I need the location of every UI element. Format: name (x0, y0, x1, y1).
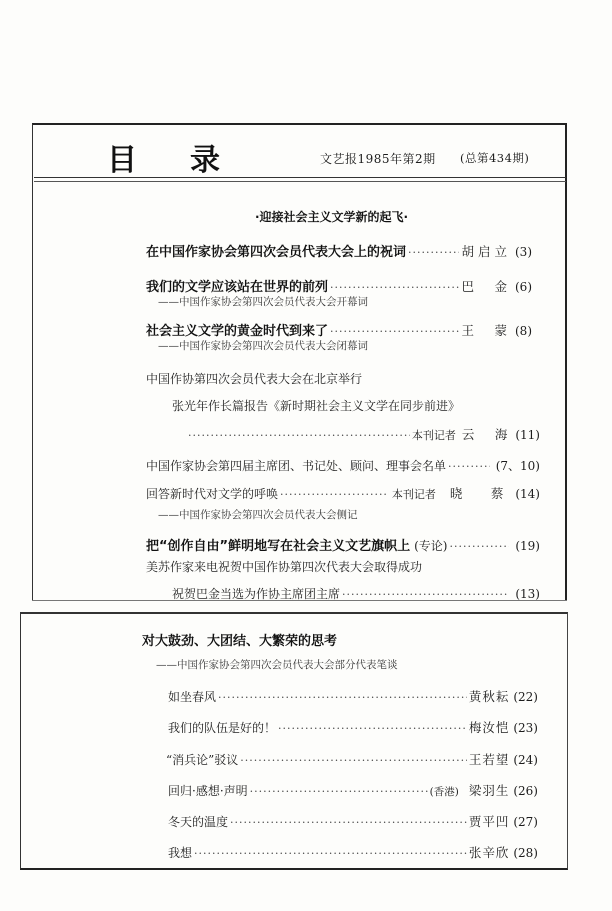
toc-entry[interactable] (146, 241, 532, 260)
contents-frame-bottom (20, 612, 568, 870)
toc-entry[interactable] (146, 320, 532, 339)
entry-author: 黄秋耘 (468, 689, 510, 704)
entry-title: 把“创作自由”鲜明地写在社会主义文艺旗帜上 (146, 539, 411, 554)
entry-page: (8) (515, 324, 532, 338)
section-heading: ·迎接社会主义文学新的起飞· (255, 210, 409, 224)
toc-entry[interactable] (168, 812, 538, 830)
toc-entry[interactable] (168, 843, 538, 861)
toc-entry[interactable] (166, 750, 538, 768)
entry-title: 冬天的温度 (168, 815, 229, 829)
header-rule-thin (34, 181, 566, 182)
total-issue: (总第434期) (460, 151, 530, 165)
entry-title: “消兵论”驳议 (166, 753, 239, 767)
dot-leader (330, 325, 459, 338)
entry-author: 梅汝恺 (468, 720, 510, 735)
entry-author: 梁羽生 (468, 783, 510, 798)
section-subheading: ——中国作家协会第四次会员代表大会部分代表笔谈 (156, 659, 398, 671)
entry-page: (11) (515, 428, 540, 442)
entry-page: (27) (513, 815, 538, 829)
entry-title: 社会主义文学的黄金时代到来了 (146, 324, 329, 339)
entry-author: 巴 金 (461, 279, 511, 294)
entry-page: (3) (515, 245, 532, 259)
entry-page: (19) (515, 539, 540, 553)
dot-leader (218, 691, 467, 704)
toc-entry[interactable] (168, 781, 538, 799)
dot-leader (408, 246, 459, 259)
entry-author: 王 蒙 (461, 323, 511, 338)
entry-page: (6) (515, 280, 532, 294)
entry-note: (香港) (429, 786, 459, 798)
dot-leader (330, 281, 459, 294)
entry-byline: 本刊记者 (391, 488, 436, 501)
entry-page: (13) (515, 587, 540, 601)
entry-title: 我们的队伍是好的！ (168, 721, 277, 735)
entry-title[interactable]: 美苏作家来电祝贺中国作协第四次代表大会取得成功 (146, 560, 423, 574)
dot-leader (240, 754, 467, 767)
entry-title[interactable]: 中国作协第四次会员代表大会在北京举行 (146, 372, 363, 386)
entry-author: 晓 蔡 (449, 486, 512, 501)
contents-frame-top (32, 123, 567, 600)
dot-leader (188, 429, 410, 442)
entry-title: 我想 (168, 846, 193, 860)
entry-title: 回答新时代对文学的呼唤 (146, 487, 279, 501)
toc-entry[interactable] (168, 718, 538, 736)
entry-author: 王若望 (468, 752, 510, 767)
entry-note: (专论) (414, 539, 448, 553)
entry-title: 中国作家协会第四届主席团、书记处、顾问、理事会名单 (146, 459, 447, 473)
page-title-char-1: 目 (107, 143, 137, 178)
dot-leader (250, 785, 428, 798)
dot-leader (449, 540, 509, 553)
entry-subtitle: ——中国作家协会第四次会员代表大会侧记 (158, 509, 358, 521)
toc-entry[interactable] (146, 457, 540, 474)
entry-page: (14) (515, 487, 540, 501)
page-title-char-2: 录 (190, 143, 220, 178)
entry-author: 贾平凹 (468, 814, 510, 829)
toc-entry[interactable] (146, 484, 540, 502)
dot-leader (448, 460, 490, 473)
entry-page: (28) (513, 846, 538, 860)
toc-entry[interactable] (172, 585, 540, 602)
entry-title-line2: 祝贺巴金当选为作协主席团主席 (172, 587, 341, 601)
toc-entry[interactable] (146, 276, 532, 295)
entry-page: (22) (513, 690, 538, 704)
toc-entry-byline[interactable] (188, 425, 540, 443)
entry-subtitle: ——中国作家协会第四次会员代表大会闭幕词 (158, 340, 368, 352)
toc-entry[interactable] (146, 535, 540, 554)
entry-title: 如坐春风 (168, 690, 217, 704)
section-heading: 对大鼓劲、大团结、大繁荣的思考 (142, 634, 338, 649)
entry-author: 胡启立 (461, 244, 511, 259)
issue-info: 文艺报1985年第2期 (320, 152, 436, 166)
entry-byline: 本刊记者 (411, 429, 456, 442)
dot-leader (342, 588, 509, 601)
entry-author: 云 海 (461, 427, 512, 442)
entry-title: 在中国作家协会第四次会员代表大会上的祝词 (146, 245, 407, 260)
dot-leader (278, 722, 467, 735)
dot-leader (230, 816, 467, 829)
dot-leader (280, 488, 386, 501)
entry-title: 我们的文学应该站在世界的前列 (146, 280, 329, 295)
entry-author: 张辛欣 (468, 845, 510, 860)
entry-page: (7、10) (495, 459, 540, 473)
entry-title: 回归·感想·声明 (168, 784, 248, 798)
dot-leader (194, 847, 467, 860)
toc-entry[interactable] (168, 687, 538, 705)
entry-page: (26) (513, 784, 538, 798)
entry-page: (23) (513, 721, 538, 735)
entry-subtitle: ——中国作家协会第四次会员代表大会开幕词 (158, 296, 368, 308)
entry-title-line2[interactable]: 张光年作长篇报告《新时期社会主义文学在同步前进》 (172, 399, 461, 413)
entry-page: (24) (513, 753, 538, 767)
